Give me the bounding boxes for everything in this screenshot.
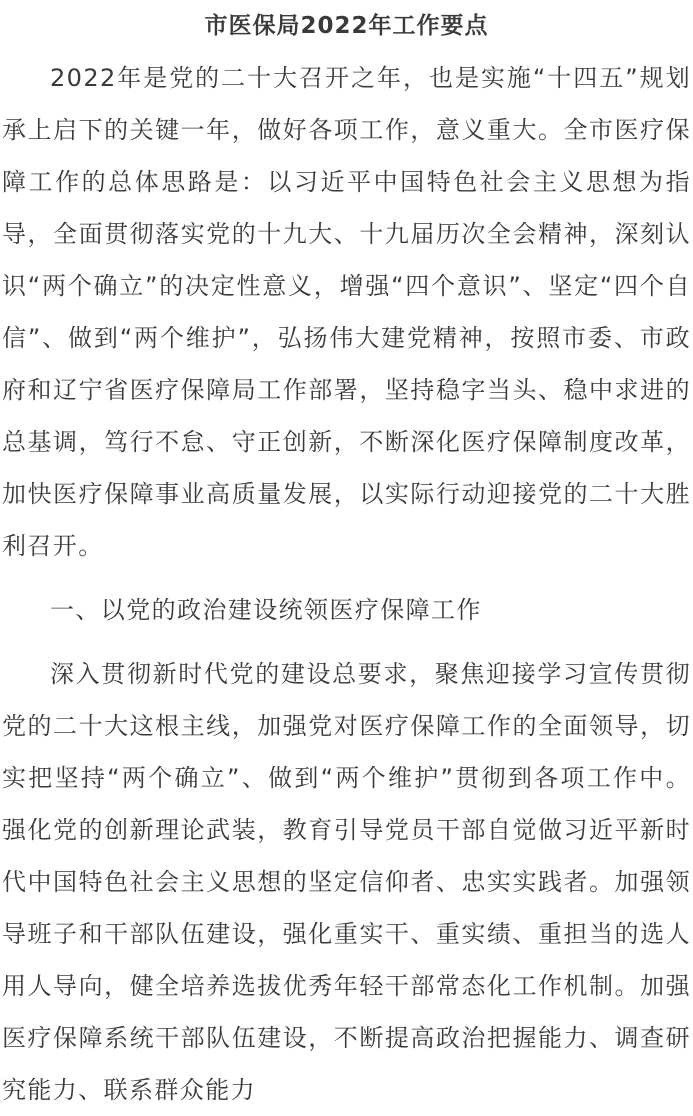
intro-paragraph: 2022年是党的二十大召开之年，也是实施“十四五”规划承上启下的关键一年，做好各项工作，意义重大。全市医疗保障工作的总体思路是：以习近平中国特色社会主义思想为指导，全面贯彻落实党的十九大、十九届历次全会精神，深刻认识“两个确立”的决定性意义，增强“四个意识”、坚定“四个自信”、做到“两个维护”，弘扬伟大建党精神，按照市委、市政府和辽宁省医疗保障局工作部署，坚持稳字当头、稳中求进的总基调，笃行不怠、守正创新，不断深化医疗保障制度改革，加快医疗保障事业高质量发展，以实际行动迎接党的二十大胜利召开。 — [2, 64, 691, 560]
section-1-paragraph: 深入贯彻新时代党的建设总要求，聚焦迎接学习宣传贯彻党的二十大这根主线，加强党对医疗保障工作的全面领导，切实把坚持“两个确立”、做到“两个维护”贯彻到各项工作中。强化党的创新理论武装，教育引导党员干部自觉做习近平新时代中国特色社会主义思想的坚定信仰者、忠实实践者。加强领导班子和干部队伍建设，强化重实干、重实绩、重担当的选人用人导向，健全培养选拔优秀年轻干部常态化工作机制。加强医疗保障系统干部队伍建设，不断提高政治把握能力、调查研究能力、联系群众能力 — [2, 660, 691, 1104]
paragraph-spacer — [2, 636, 691, 648]
paragraph-spacer — [2, 572, 691, 584]
section-1-heading: 一、以党的政治建设统领医疗保障工作 — [50, 596, 482, 624]
document-title: 市医保局2022年工作要点 — [204, 13, 489, 39]
